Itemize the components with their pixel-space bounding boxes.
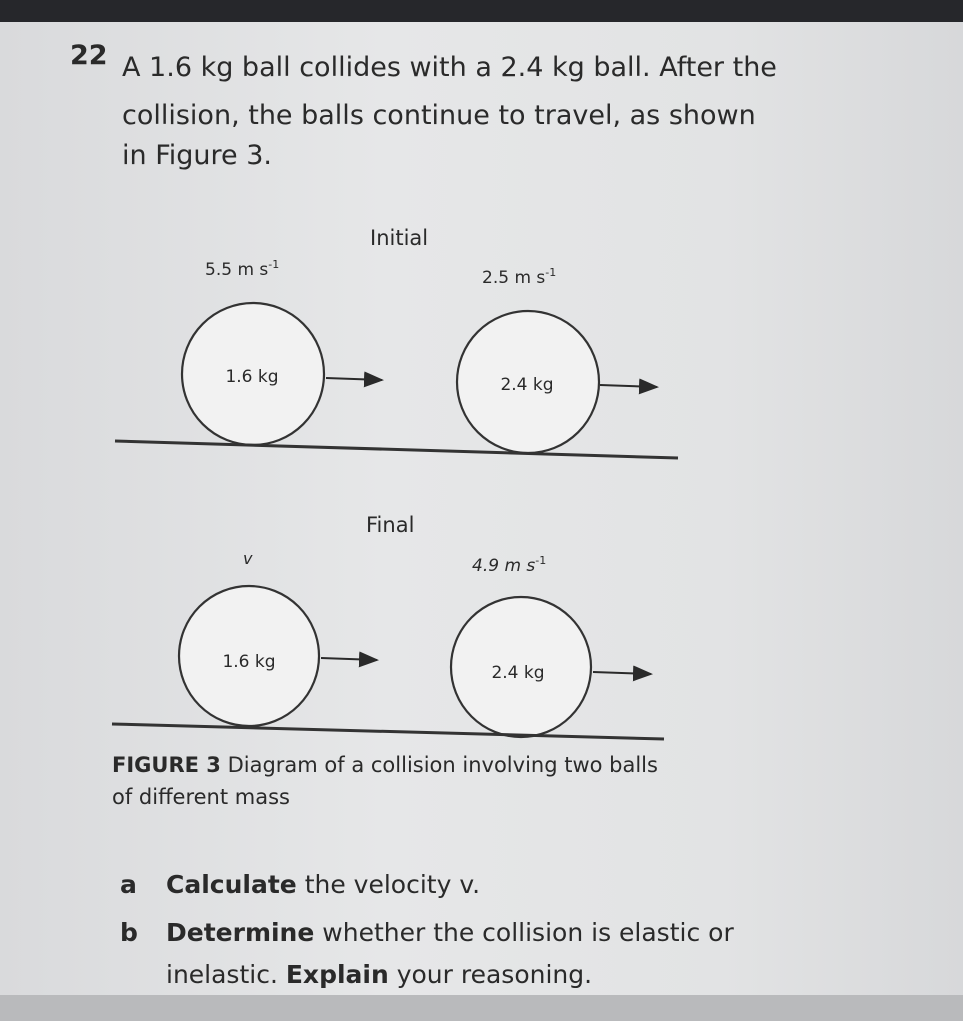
part-a-letter: a (120, 870, 137, 899)
final-arrow-a (321, 658, 377, 660)
question-number: 22 (70, 40, 108, 71)
bottom-bezel (0, 995, 963, 1021)
final-ground-line (112, 724, 664, 739)
part-b-text-line-1: Determine whether the collision is elastic or (166, 918, 734, 947)
initial-arrow-b (600, 385, 657, 387)
figure-caption-line-2: of different mass (112, 785, 290, 809)
question-line-1: A 1.6 kg ball collides with a 2.4 kg ball. After the (122, 52, 777, 83)
final-velocity-a: v (243, 549, 253, 568)
initial-mass-a: 1.6 kg (225, 367, 279, 387)
initial-velocity-b: 2.5 m $s^{-1}$ (482, 266, 557, 288)
initial-mass-b: 2.4 kg (500, 375, 554, 395)
question-line-2: collision, the balls continue to travel, as shown (122, 100, 756, 131)
final-label: Final (366, 513, 415, 537)
figure-caption-line-1: FIGURE 3 Diagram of a collision involving two balls (112, 753, 658, 777)
initial-arrow-a (326, 378, 382, 380)
part-b-letter: b (120, 918, 138, 947)
question-line-3: in Figure 3. (122, 140, 272, 171)
final-velocity-b: 4.9 m $s^{-1}$ (472, 554, 547, 576)
part-a-text: Calculate the velocity v. (166, 870, 481, 899)
initial-velocity-a: 5.5 m $s^{-1}$ (205, 258, 280, 280)
final-mass-a: 1.6 kg (222, 652, 276, 672)
final-mass-b: 2.4 kg (491, 663, 545, 683)
final-arrow-b (593, 672, 651, 674)
initial-label: Initial (370, 226, 429, 250)
part-b-text-line-2: inelastic. Explain your reasoning. (166, 960, 593, 989)
initial-ground-line (115, 441, 678, 458)
